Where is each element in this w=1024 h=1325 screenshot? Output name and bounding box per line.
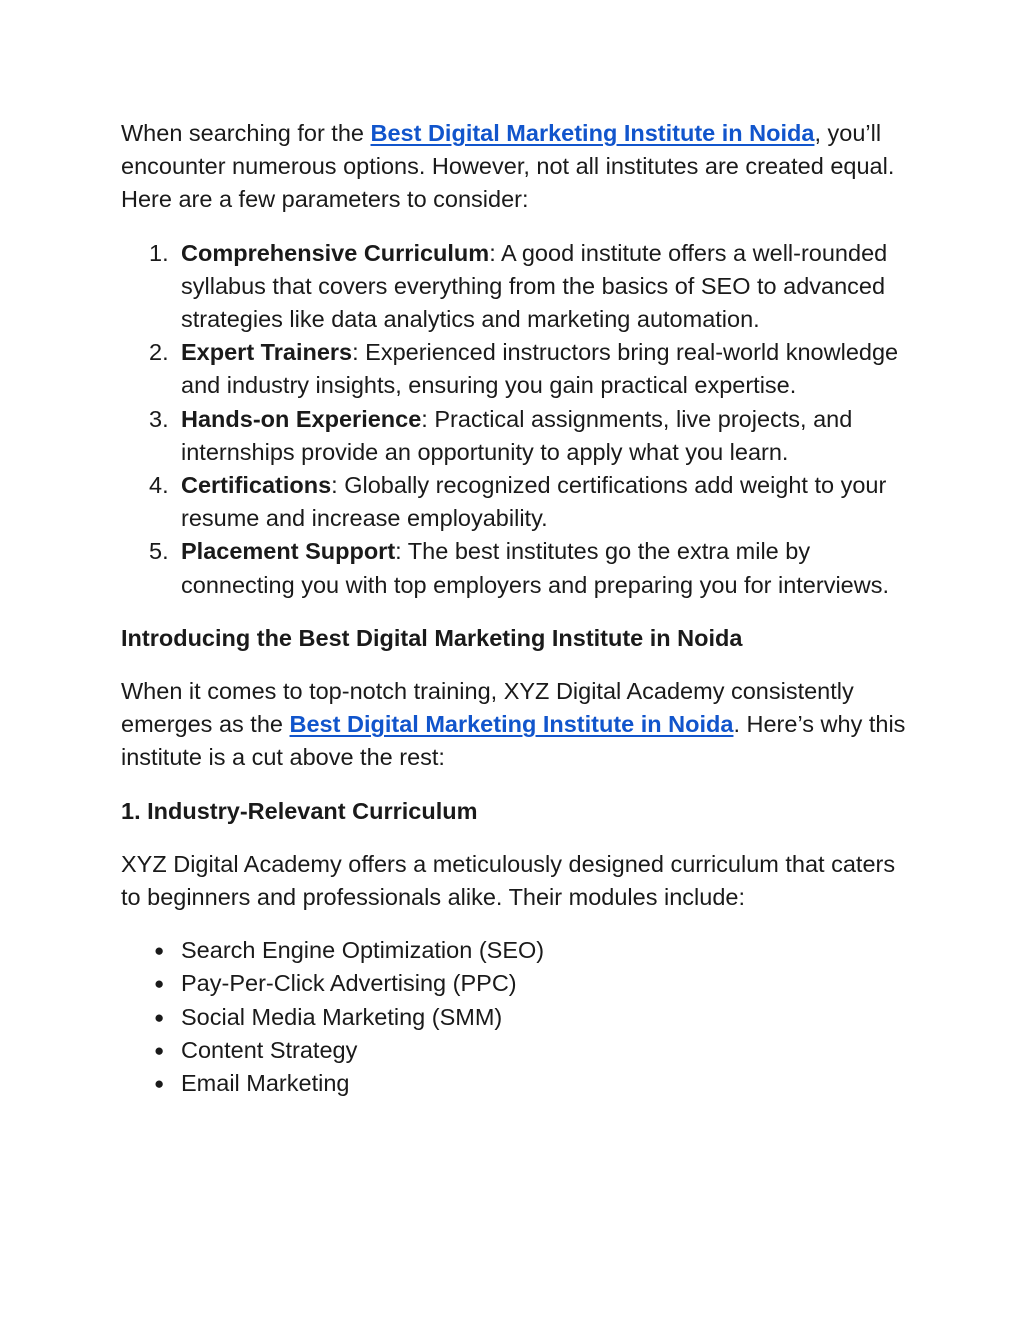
module-label: Search Engine Optimization (SEO)	[181, 937, 545, 964]
intro-text-end: , you’ll encounter numerous options. However, not all institutes are created equal. Here are a few parameters to consider:	[121, 120, 895, 213]
intro-paragraph	[121, 117, 911, 217]
list-item	[121, 336, 911, 402]
best-institute-link[interactable]: Best Digital Marketing Institute in Noida	[370, 120, 815, 146]
academy-text-start: When it comes to top-notch training, XYZ Digital Academy consistently emerges as the	[121, 678, 854, 738]
list-number: 2.	[149, 339, 169, 366]
criteria-text: : A good institute offers a well-rounded syllabus that covers everything from the basics of SEO to advanced strategies like data analytics and marketing automation.	[181, 239, 888, 333]
list-item	[121, 967, 911, 1000]
bullet-icon: ●	[154, 1040, 165, 1060]
list-item	[121, 1001, 911, 1034]
list-item	[121, 535, 911, 601]
best-institute-link-2[interactable]: Best Digital Marketing Institute in Noida	[289, 711, 734, 738]
criteria-title: Placement Support	[181, 538, 396, 565]
criteria-title: Hands-on Experience	[181, 405, 422, 432]
curriculum-paragraph: XYZ Digital Academy offers a meticulously designed curriculum that caters to beginners and professionals alike. Their modules include:	[121, 850, 896, 911]
list-item	[121, 237, 911, 337]
module-label: Content Strategy	[181, 1036, 358, 1063]
list-item	[121, 469, 911, 535]
criteria-text: : Experienced instructors bring real-world knowledge and industry insights, ensuring you gain practical expertise.	[181, 339, 899, 399]
list-number: 3.	[149, 405, 169, 432]
criteria-title: Comprehensive Curriculum	[181, 239, 490, 266]
intro-text-start: When searching for the	[121, 120, 371, 146]
bullet-icon: ●	[154, 1007, 165, 1027]
criteria-text: : The best institutes go the extra mile by connecting you with top employers and preparing you for interviews.	[181, 538, 889, 598]
document-page	[121, 117, 911, 1100]
list-item	[121, 934, 911, 967]
section-heading-intro: Introducing the Best Digital Marketing Institute in Noida	[121, 624, 743, 651]
module-label: Email Marketing	[181, 1070, 350, 1097]
criteria-title: Expert Trainers	[181, 339, 353, 366]
bullet-icon: ●	[154, 1074, 165, 1094]
criteria-list	[121, 237, 911, 602]
list-number: 4.	[149, 472, 169, 499]
criteria-title: Certifications	[181, 472, 332, 499]
module-label: Social Media Marketing (SMM)	[181, 1003, 503, 1030]
academy-text-end: . Here’s why this institute is a cut above the rest:	[121, 711, 906, 771]
section-heading-curriculum: 1. Industry-Relevant Curriculum	[121, 797, 478, 824]
bullet-icon: ●	[154, 941, 165, 961]
modules-list	[121, 934, 911, 1100]
list-item	[121, 403, 911, 469]
academy-paragraph	[121, 675, 911, 775]
criteria-text: : Globally recognized certifications add weight to your resume and increase employability.	[181, 472, 887, 532]
bullet-icon: ●	[154, 974, 165, 994]
list-item	[121, 1067, 911, 1100]
module-label: Pay-Per-Click Advertising (PPC)	[181, 970, 517, 997]
criteria-text: : Practical assignments, live projects, and internships provide an opportunity to apply what you learn.	[181, 405, 853, 465]
list-number: 1.	[149, 239, 169, 266]
list-number: 5.	[149, 538, 169, 565]
list-item	[121, 1034, 911, 1067]
